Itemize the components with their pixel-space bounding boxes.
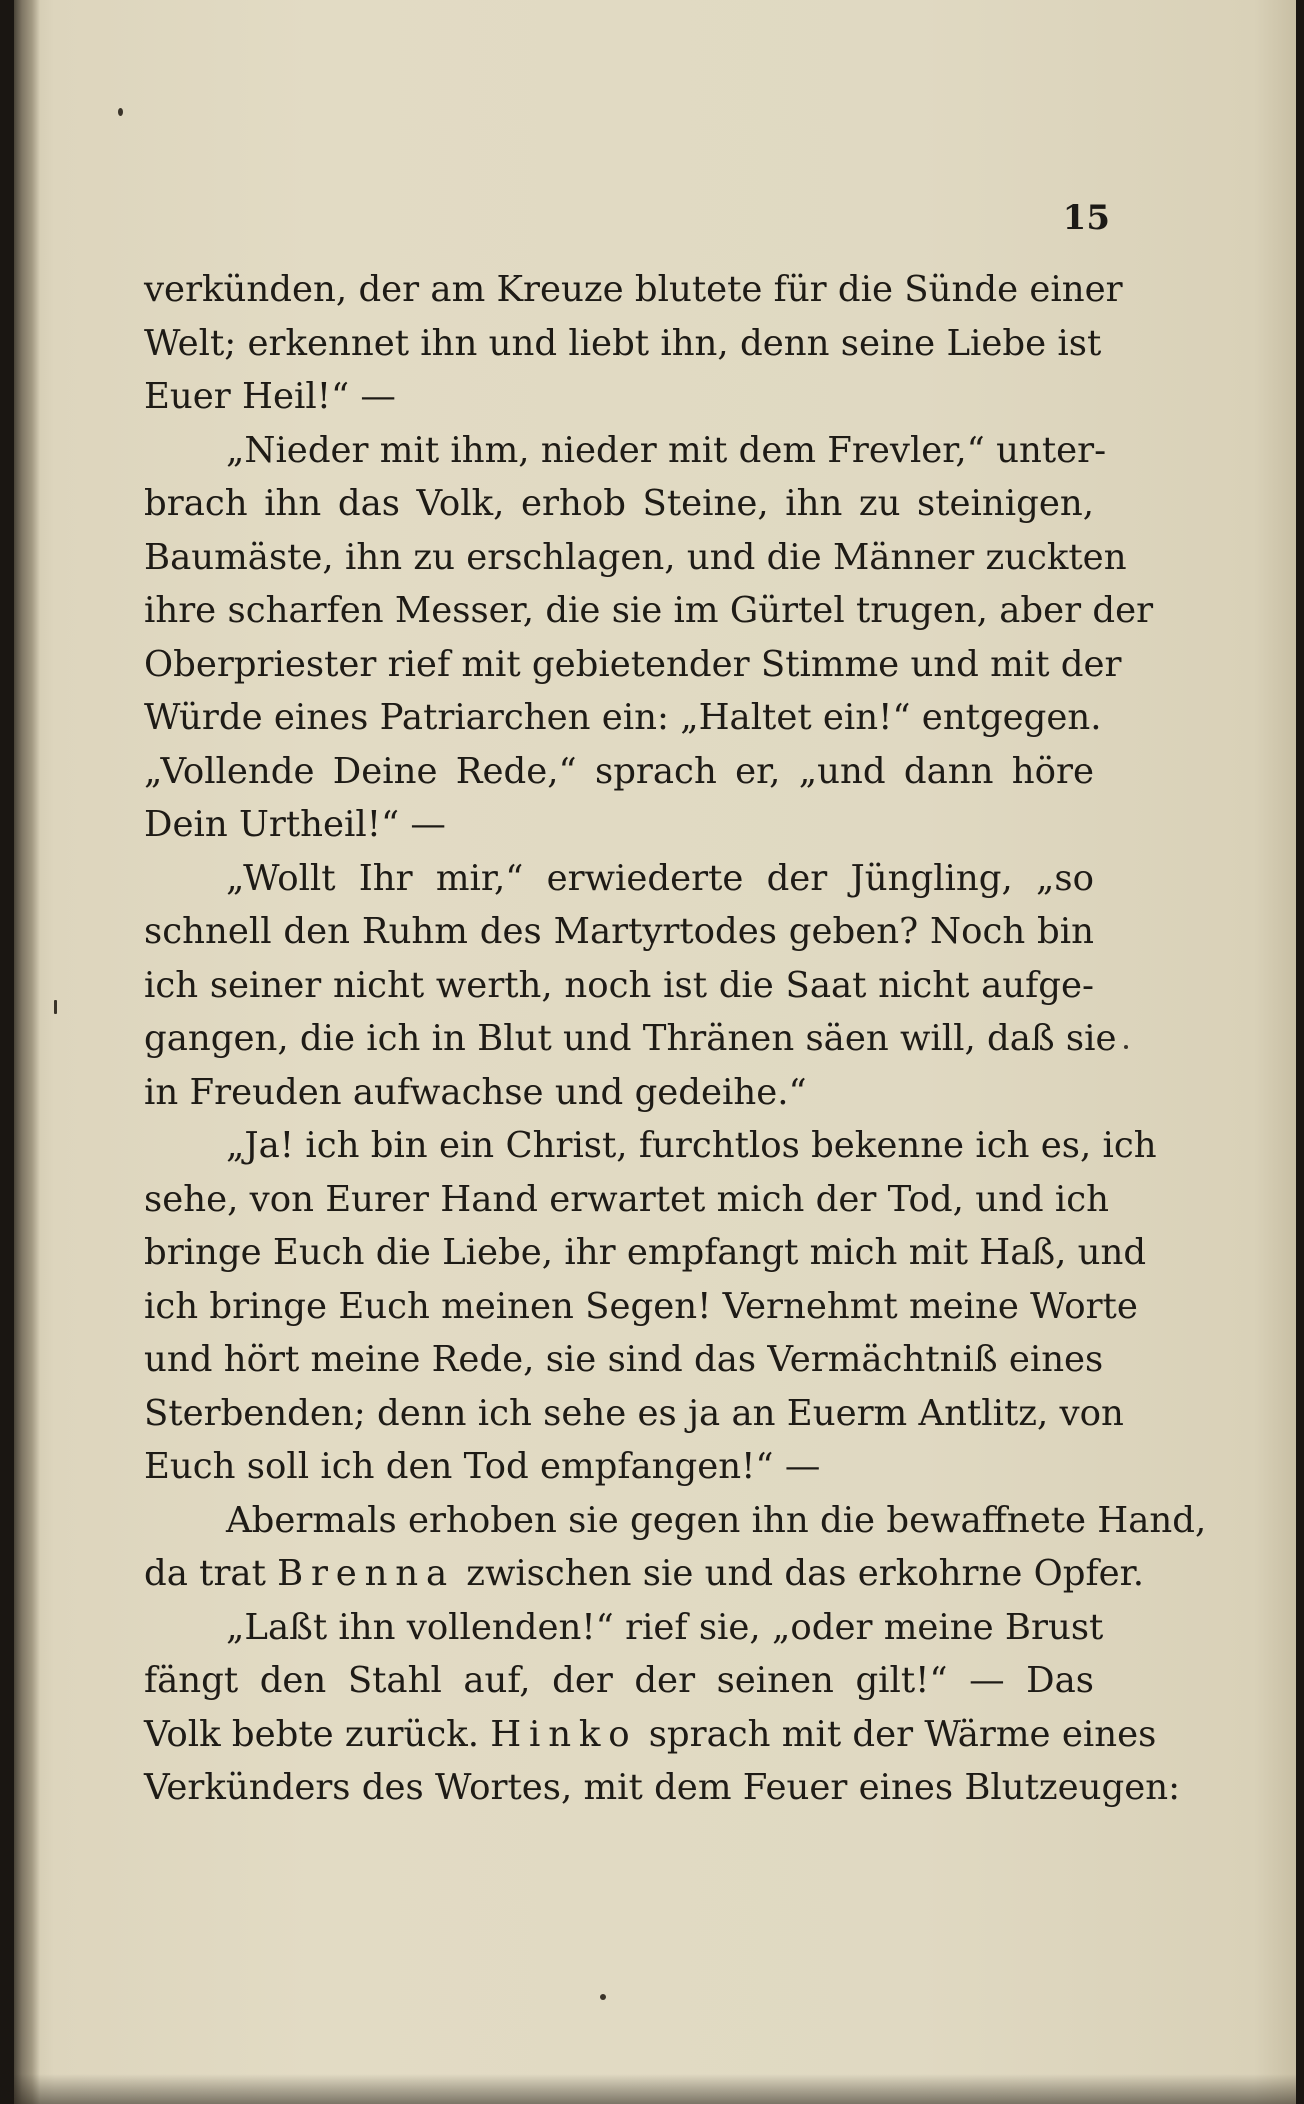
text-line: Welt; erkennet ihn und liebt ihn, denn seine Liebe ist — [144, 322, 1102, 364]
text-line: Euch soll ich den Tod empfangen!“ — — [144, 1446, 821, 1487]
ink-speck — [54, 1000, 57, 1014]
ink-speck — [600, 1994, 606, 2000]
text-line: Abermals erhoben sie gegen ihn die bewaffnete Hand, — [226, 1499, 1207, 1541]
text-line: „Laßt ihn vollenden!“ rief sie, „oder meine Brust — [226, 1606, 1104, 1648]
spaced-name: Brenna — [277, 1553, 455, 1594]
text-line: Euer Heil!“ — — [144, 376, 396, 417]
text-line: Sterbenden; denn ich sehe es ja an Euerm Antlitz, von — [144, 1392, 1124, 1434]
text-line: ihre scharfen Messer, die sie im Gürtel trugen, aber der — [144, 590, 1154, 631]
body-text — [144, 263, 1207, 1815]
text-line: ich seiner nicht werth, noch ist die Saat nicht aufge- — [144, 964, 1094, 1006]
text-line: ich bringe Euch meinen Segen! Vernehmt meine Worte — [144, 1285, 1138, 1327]
text-line: „Nieder mit ihm, nieder mit dem Frevler,“ unter- — [226, 429, 1107, 471]
text-line: fängt den Stahl auf, der der seinen gilt!“ — Das — [144, 1660, 1094, 1701]
text-line: brach ihn das Volk, erhob Steine, ihn zu steinigen, — [144, 483, 1094, 524]
text-line: „Wollt Ihr mir,“ erwiederte der Jüngling, „so — [226, 857, 1094, 899]
text-line: gangen, die ich in Blut und Thränen säen will, daß sie — [144, 1018, 1117, 1059]
text-line: „Ja! ich bin ein Christ, furchtlos bekenne ich es, ich — [226, 1125, 1157, 1166]
page-number: 15 — [1062, 198, 1110, 238]
text-line: „Vollende Deine Rede,“ sprach er, „und dann höre — [144, 750, 1094, 792]
text-line: sehe, von Eurer Hand erwartet mich der Tod, und ich — [144, 1178, 1110, 1220]
text-line: Verkünders des Wortes, mit dem Feuer eines Blutzeugen: — [144, 1767, 1181, 1808]
text-line: und hört meine Rede, sie sind das Vermächtniß eines — [144, 1339, 1104, 1380]
text-line: Dein Urtheil!“ — — [144, 804, 446, 845]
page-bottom-shadow — [14, 2074, 1296, 2104]
page-gutter-shadow — [14, 0, 40, 2104]
text-line: Würde eines Patriarchen ein: „Haltet ein!“ entgegen. — [144, 697, 1102, 738]
text-line: Baumäste, ihn zu erschlagen, und die Männer zuckten — [144, 536, 1127, 578]
text-line: schnell den Ruhm des Martyrtodes geben? Noch bin — [144, 911, 1094, 952]
ink-speck — [118, 108, 123, 116]
spaced-name: Hinko — [490, 1713, 638, 1755]
text-line: in Freuden aufwachse und gedeihe.“ — [144, 1071, 807, 1113]
ink-speck — [1124, 1045, 1128, 1049]
text-line: bringe Euch die Liebe, ihr empfangt mich mit Haß, und — [144, 1232, 1147, 1273]
text-line: da trat Brenna zwischen sie und das erkohrne Opfer. — [144, 1553, 1144, 1594]
book-page — [14, 0, 1296, 2104]
text-line: Oberpriester rief mit gebietender Stimme und mit der — [144, 643, 1122, 685]
text-line: Volk bebte zurück. Hinko sprach mit der Wärme eines — [144, 1713, 1157, 1755]
text-line: verkünden, der am Kreuze blutete für die Sünde einer — [144, 269, 1123, 310]
